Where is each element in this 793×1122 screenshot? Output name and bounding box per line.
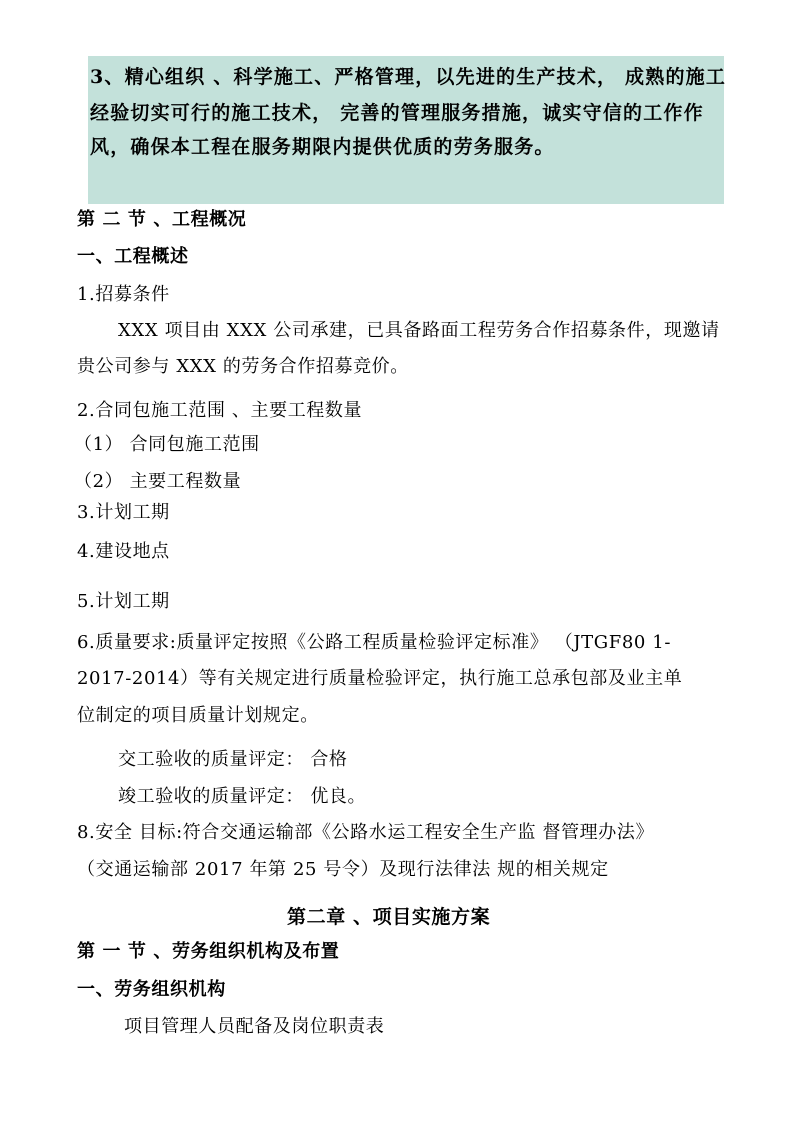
- item8-line2: （交通运输部 2017 年第 25 号令）及现行法律法 规的相关规定: [77, 859, 609, 880]
- item2-sub1: （1） 合同包施工范围: [74, 434, 260, 455]
- chapter2-title: 第二章 、项目实施方案: [287, 906, 491, 928]
- highlight-line-1: 3、精心组织 、科学施工、严格管理，以先进的生产技术， 成熟的施工: [90, 66, 727, 88]
- item1-label: 1.招募条件: [77, 284, 170, 305]
- org-heading: 一、劳务组织机构: [77, 979, 226, 1000]
- item6-line1: 6.质量要求:质量评定按照《公路工程质量检验评定标准》 （JTGF80 1-: [77, 632, 672, 653]
- handover-quality: 交工验收的质量评定： 合格: [118, 749, 348, 770]
- table-caption: 项目管理人员配备及岗位职责表: [124, 1016, 385, 1037]
- item1-text-line1: XXX 项目由 XXX 公司承建，已具备路面工程劳务合作招募条件，现邀请: [118, 320, 720, 341]
- item6-line2: 2017-2014）等有关规定进行质量检验评定，执行施工总承包部及业主单: [77, 668, 683, 689]
- item3: 3.计划工期: [77, 502, 170, 523]
- item2-sub2: （2） 主要工程数量: [74, 471, 242, 492]
- item4: 4.建设地点: [77, 541, 170, 562]
- section2-title: 第 二 节 、工程概况: [77, 209, 247, 230]
- item2-label: 2.合同包施工范围 、主要工程数量: [77, 400, 363, 421]
- item1-text-line2: 贵公司参与 XXX 的劳务合作招募竞价。: [77, 356, 409, 377]
- section1-title: 第 一 节 、劳务组织机构及布置: [77, 941, 340, 962]
- overview-heading: 一、工程概述: [77, 246, 189, 267]
- item8-line1: 8.安全 目标:符合交通运输部《公路水运工程安全生产监 督管理办法》: [77, 822, 655, 843]
- item5: 5.计划工期: [77, 591, 170, 612]
- item6-line3: 位制定的项目质量计划规定。: [77, 705, 319, 726]
- highlight-line-2: 经验切实可行的施工技术， 完善的管理服务措施，诚实守信的工作作: [90, 102, 704, 124]
- highlight-line-3: 风，确保本工程在服务期限内提供优质的劳务服务。: [90, 136, 555, 158]
- completion-quality: 竣工验收的质量评定： 优良。: [118, 786, 367, 807]
